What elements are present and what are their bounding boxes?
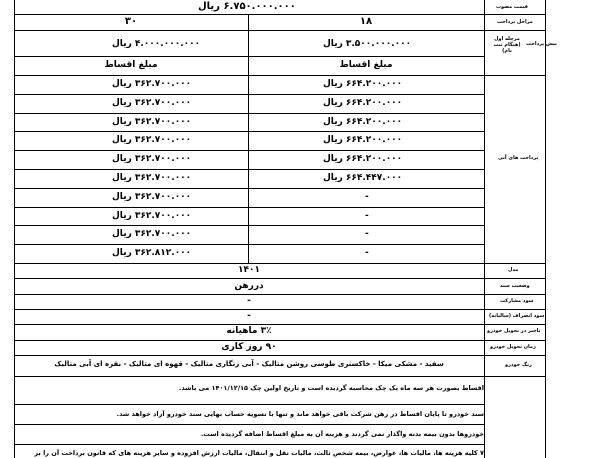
plan-30-installment-3: ۳۶۲.۷۰۰.۰۰۰ ریال [112, 117, 192, 127]
row-rule [14, 278, 546, 279]
car-colors-value: سفید - مشکی میکا - خاکستری طوسی روشن متالیک - آبی زنگاری متالیک - قهوه ای متالیک - نقره ای آبی متالیک [54, 360, 444, 368]
row-rule [14, 30, 546, 31]
price-label: قیمت مصوب [496, 4, 528, 10]
plan-30-installment-5: ۳۶۲.۷۰۰.۰۰۰ ریال [112, 154, 192, 164]
installment-row-rule [14, 150, 484, 151]
delivery-time-value: ۹۰ روز کاری [221, 342, 277, 352]
plan-18-installments-header: مبلغ اقساط [339, 60, 393, 70]
note-3: خودروها بدون بیمه بدنه واگذار نمی گردند و هزینه آن به مبلغ اقساط اضافه گردیده است. [200, 430, 484, 438]
plan-18-installment-3: ۶۶۴.۲۰۰.۰۰۰ ریال [323, 117, 403, 127]
plan-30-installment-8: ۳۶۲.۷۰۰.۰۰۰ ریال [112, 211, 192, 221]
plan-18-installment-9: - [365, 229, 369, 239]
prepay-label: پیش پرداخت [526, 41, 557, 47]
approved-price: ۶.۷۵۰.۰۰۰.۰۰۰ ریال [198, 1, 296, 12]
plan-30-installment-2: ۳۶۲.۷۰۰.۰۰۰ ریال [112, 98, 192, 108]
row-rule [14, 424, 484, 425]
row-rule [14, 263, 546, 264]
plan-18-first-payment: ۳.۵۰۰.۰۰۰.۰۰۰ ریال [323, 39, 412, 49]
deal-profit-value: - [247, 311, 251, 321]
row-rule [14, 340, 546, 341]
row-rule [14, 404, 484, 405]
installment-row-rule [14, 225, 484, 226]
row-rule [14, 324, 546, 325]
row-rule [14, 14, 546, 15]
plan-18-installment-2: ۶۶۴.۲۰۰.۰۰۰ ریال [323, 98, 403, 108]
installment-row-rule [14, 244, 484, 245]
row-rule [14, 75, 546, 76]
plan-18-installment-10: - [365, 248, 369, 258]
stages-label: مراحل پرداخت [497, 19, 533, 25]
row-rule [14, 56, 484, 57]
plan-30-first-payment: ۴.۰۰۰.۰۰۰.۰۰۰ ریال [112, 39, 201, 49]
deal-profit-label: سود انصراف (سالیانه) [489, 313, 545, 319]
delay-in-delivery-label: تاخیر در تحویل خودرو [487, 328, 541, 334]
row-rule [14, 376, 546, 377]
delivery-time-label: زمان تحویل خودرو [490, 344, 536, 350]
partnership-profit-value: - [247, 296, 251, 306]
right-border [545, 0, 546, 458]
note-1: اقساط بصورت هر سه ماه یک چک محاسبه گردیده است و تاریخ اولین چک ۱۴۰۱/۱۲/۱۵ می باشد. [178, 384, 484, 392]
plan-18-installment-1: ۶۶۴.۲۰۰.۰۰۰ ریال [323, 79, 403, 89]
partnership-profit-label: سود مشارکت [500, 298, 534, 304]
note-4: ۷ کلیه هزینه ها، مالیات ها، عوارض، بیمه شخص ثالث، مالیات نقل و انتقال، مالیات ارزش افزوده و سایر هزینه های که قانون برداخت آن را بر [34, 449, 484, 457]
delay-in-delivery-value: ۳٪ ماهیانه [226, 326, 272, 336]
installment-row-rule [14, 188, 484, 189]
row-rule [14, 355, 546, 356]
model-label: مدل [508, 267, 519, 273]
document-status-label: وضعیت سند [500, 283, 530, 289]
plan-18-installment-6: ۶۶۴.۴۴۷.۰۰۰ ریال [323, 173, 403, 183]
label-column-divider [484, 0, 485, 458]
note-2: سند خودرو تا پایان اقساط در رهن شرکت باقی خواهد ماند و تنها با تسویه حساب نهایی سند خودرو آزاد خواهد شد. [116, 410, 484, 418]
row-rule [14, 309, 546, 310]
plan-30-installment-6: ۳۶۲.۷۰۰.۰۰۰ ریال [112, 173, 192, 183]
plan-18-months: ۱۸ [359, 16, 373, 27]
row-rule [14, 294, 546, 295]
installment-row-rule [14, 113, 484, 114]
car-color-label: رنگ خودرو [505, 362, 532, 368]
plan-18-installment-5: ۶۶۴.۲۰۰.۰۰۰ ریال [323, 154, 403, 164]
plan-30-installment-10: ۳۶۲.۸۱۲.۰۰۰ ریال [112, 248, 192, 258]
plan-18-installment-4: ۶۶۴.۲۰۰.۰۰۰ ریال [323, 135, 403, 145]
plan-30-months: ۳۰ [124, 16, 138, 27]
plan-18-installment-7: - [365, 192, 369, 202]
plan-30-installment-9: ۳۶۲.۷۰۰.۰۰۰ ریال [112, 229, 192, 239]
installment-row-rule [14, 94, 484, 95]
first-stage-label: مرحله اول (هنگام ثبت نام) [493, 36, 521, 54]
plan-30-installment-4: ۳۶۲.۷۰۰.۰۰۰ ریال [112, 135, 192, 145]
installments-label: پرداخت های آتی [498, 155, 539, 161]
installment-row-rule [14, 169, 484, 170]
row-rule [14, 444, 484, 445]
plan-18-installment-8: - [365, 211, 369, 221]
plan-30-installment-7: ۳۶۲.۷۰۰.۰۰۰ ریال [112, 192, 192, 202]
document-status-value: دررهن [234, 281, 264, 291]
installment-row-rule [14, 207, 484, 208]
plan-30-installment-1: ۳۶۲.۷۰۰.۰۰۰ ریال [112, 79, 192, 89]
plan-30-installments-header: مبلغ اقساط [104, 60, 158, 70]
installment-row-rule [14, 131, 484, 132]
model-value: ۱۴۰۱ [238, 265, 260, 275]
